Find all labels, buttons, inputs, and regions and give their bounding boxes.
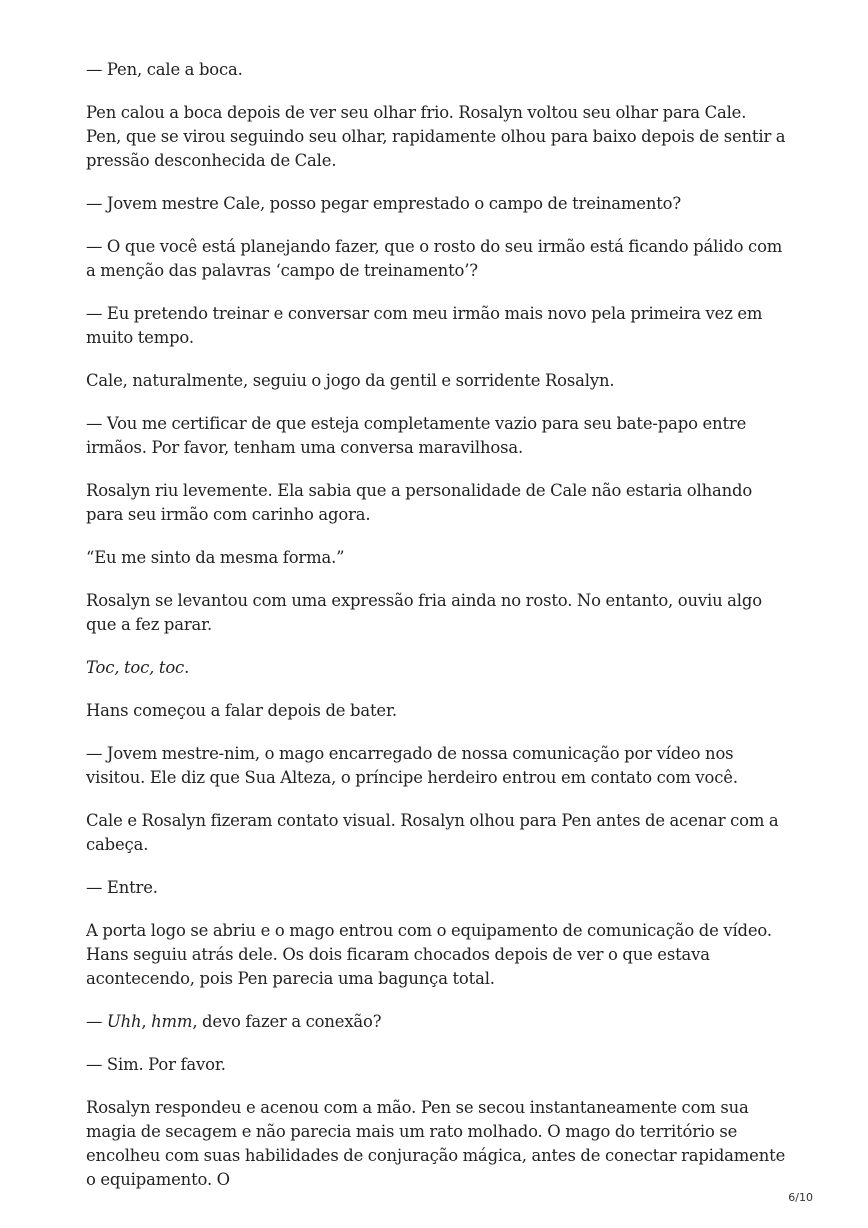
text-run: — Eu pretendo treinar e conversar com meu irmão mais novo pela primeira vez em muito tempo. xyxy=(86,304,763,347)
text-run: Rosalyn respondeu e acenou com a mão. Pen se secou instantaneamente com sua magia de secagem e não parecia mais um rato molhado. O mago do território se encolheu com suas habilidades de conjuração mágica, antes de conectar rapidamente o equipamento. O xyxy=(86,1098,786,1189)
paragraph xyxy=(86,809,786,857)
paragraph xyxy=(86,656,786,680)
text-run: . xyxy=(184,658,190,677)
paragraph xyxy=(86,546,786,570)
text-run: — xyxy=(86,1012,107,1031)
paragraph xyxy=(86,235,786,283)
text-run: — O que você está planejando fazer, que o rosto do seu irmão está ficando pálido com a menção das palavras ‘campo de treinamento’? xyxy=(86,237,783,280)
paragraph xyxy=(86,919,786,991)
text-run: Cale e Rosalyn fizeram contato visual. Rosalyn olhou para Pen antes de acenar com a cabeça. xyxy=(86,811,779,854)
text-run: — Sim. Por favor. xyxy=(86,1055,226,1074)
paragraph xyxy=(86,1053,786,1077)
text-run: A porta logo se abriu e o mago entrou com o equipamento de comunicação de vídeo. Hans seguiu atrás dele. Os dois ficaram chocados depois de ver o que estava acontecendo, pois Pen parecia uma bagunça total. xyxy=(86,921,772,988)
italic-text: Toc, toc, toc xyxy=(86,658,185,677)
paragraph xyxy=(86,302,786,350)
paragraph xyxy=(86,1010,786,1034)
text-run: — Entre. xyxy=(86,878,158,897)
document-body xyxy=(86,58,786,1211)
page-number: 6/10 xyxy=(788,1191,813,1204)
paragraph xyxy=(86,412,786,460)
text-run: Rosalyn riu levemente. Ela sabia que a personalidade de Cale não estaria olhando para seu irmão com carinho agora. xyxy=(86,481,753,524)
italic-text: Uhh xyxy=(106,1012,142,1031)
text-run: — Jovem mestre Cale, posso pegar emprestado o campo de treinamento? xyxy=(86,194,682,213)
paragraph xyxy=(86,1096,786,1192)
text-run: Pen calou a boca depois de ver seu olhar frio. Rosalyn voltou seu olhar para Cale. Pen, que se virou seguindo seu olhar, rapidamente olhou para baixo depois de sentir a pressão desconhecida de Cale. xyxy=(86,103,786,170)
paragraph xyxy=(86,479,786,527)
text-run: “Eu me sinto da mesma forma.” xyxy=(86,548,345,567)
paragraph xyxy=(86,101,786,173)
text-run: Rosalyn se levantou com uma expressão fria ainda no rosto. No entanto, ouviu algo que a fez parar. xyxy=(86,591,762,634)
text-run: , devo fazer a conexão? xyxy=(192,1012,382,1031)
text-run: — Jovem mestre-nim, o mago encarregado de nossa comunicação por vídeo nos visitou. Ele diz que Sua Alteza, o príncipe herdeiro entrou em contato com você. xyxy=(86,744,738,787)
paragraph xyxy=(86,369,786,393)
italic-text: hmm xyxy=(151,1012,193,1031)
text-run: — Pen, cale a boca. xyxy=(86,60,243,79)
paragraph xyxy=(86,58,786,82)
paragraph xyxy=(86,589,786,637)
text-run: — Vou me certificar de que esteja completamente vazio para seu bate-papo entre irmãos. Por favor, tenham uma conversa maravilhosa. xyxy=(86,414,747,457)
paragraph xyxy=(86,192,786,216)
text-run: Cale, naturalmente, seguiu o jogo da gentil e sorridente Rosalyn. xyxy=(86,371,615,390)
paragraph xyxy=(86,699,786,723)
paragraph xyxy=(86,876,786,900)
text-run: Hans começou a falar depois de bater. xyxy=(86,701,397,720)
paragraph xyxy=(86,742,786,790)
text-run: , xyxy=(141,1012,152,1031)
